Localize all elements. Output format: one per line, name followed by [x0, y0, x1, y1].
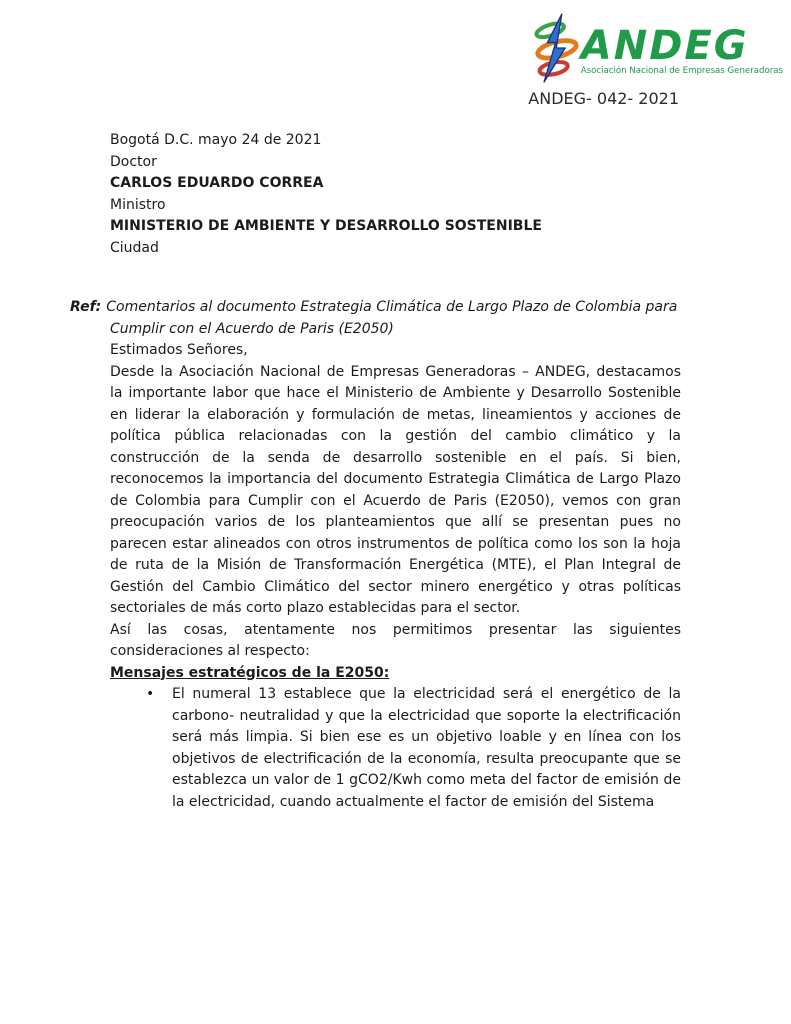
subject-label: Ref:	[70, 299, 102, 315]
paragraph-2: Así las cosas, atentamente nos permitimos presentar las siguientes consideraciones al respecto:	[110, 621, 681, 659]
recipient-title: Ministro	[110, 196, 166, 213]
recipient-name: CARLOS EDUARDO CORREA	[110, 175, 324, 191]
andeg-logo	[523, 12, 783, 77]
bullet-list	[110, 684, 681, 813]
section-heading: Mensajes estratégicos de la E2050:	[110, 664, 390, 681]
date-line: Bogotá D.C. mayo 24 de 2021	[110, 132, 322, 148]
paragraph-1: Desde la Asociación Nacional de Empresas Generadoras – ANDEG, destacamos la importante labor que hace el Ministerio de Ambiente y Desarrollo Sostenible en liderar la elaboración y formulación de metas, lineamientos y acciones de política pública relacionadas con la gestión del cambio climático y la construcción de la senda de desarrollo sostenible en el país. Si bien, reconocemos la importancia del documento Estrategia Climática de Largo Plazo de Colombia para Cumplir con el Acuerdo de Paris (E2050), vemos con gran preocupación varios de los planteamientos que allí se presentan pues no parecen estar alineados con otros instrumentos de política como los son la hoja de ruta de la Misión de Transformación Energética (MTE), el Plan Integral de Gestión del Cambio Climático del sector minero energético y otras políticas sectoriales de más corto plazo establecidas para el sector.	[110, 363, 681, 616]
letter-body	[70, 130, 681, 813]
greeting: Estimados Señores,	[110, 342, 248, 358]
logo-tagline: Asociación Nacional de Empresas Generadoras	[580, 66, 783, 76]
bullet-icon: •	[146, 686, 155, 702]
recipient-block	[110, 152, 681, 260]
list-item	[110, 684, 681, 813]
document-number: ANDEG- 042- 2021	[528, 89, 679, 108]
subject-line	[70, 297, 681, 340]
recipient-salutation: Doctor	[110, 153, 157, 170]
andeg-logo-text	[580, 23, 783, 77]
recipient-organization: MINISTERIO DE AMBIENTE Y DESARROLLO SOSTENIBLE	[110, 218, 542, 234]
bullet-text: El numeral 13 establece que la electricidad será el energético de la carbono- neutralidad y que la electricidad que soporte la electrificación será más limpia. Si bien ese es un objetivo loable y en línea con los objetivos de electrificación de la economía, resulta preocupante que se establezca un valor de 1 gCO2/Kwh como meta del factor de emisión de la electricidad, cuando actualmente el factor de emisión del Sistema	[172, 686, 681, 810]
recipient-city: Ciudad	[110, 239, 159, 256]
logo-wordmark: ANDEG	[580, 23, 749, 69]
subject-text: Comentarios al documento Estrategia Climática de Largo Plazo de Colombia para Cumplir con el Acuerdo de Paris (E2050)	[106, 299, 678, 337]
